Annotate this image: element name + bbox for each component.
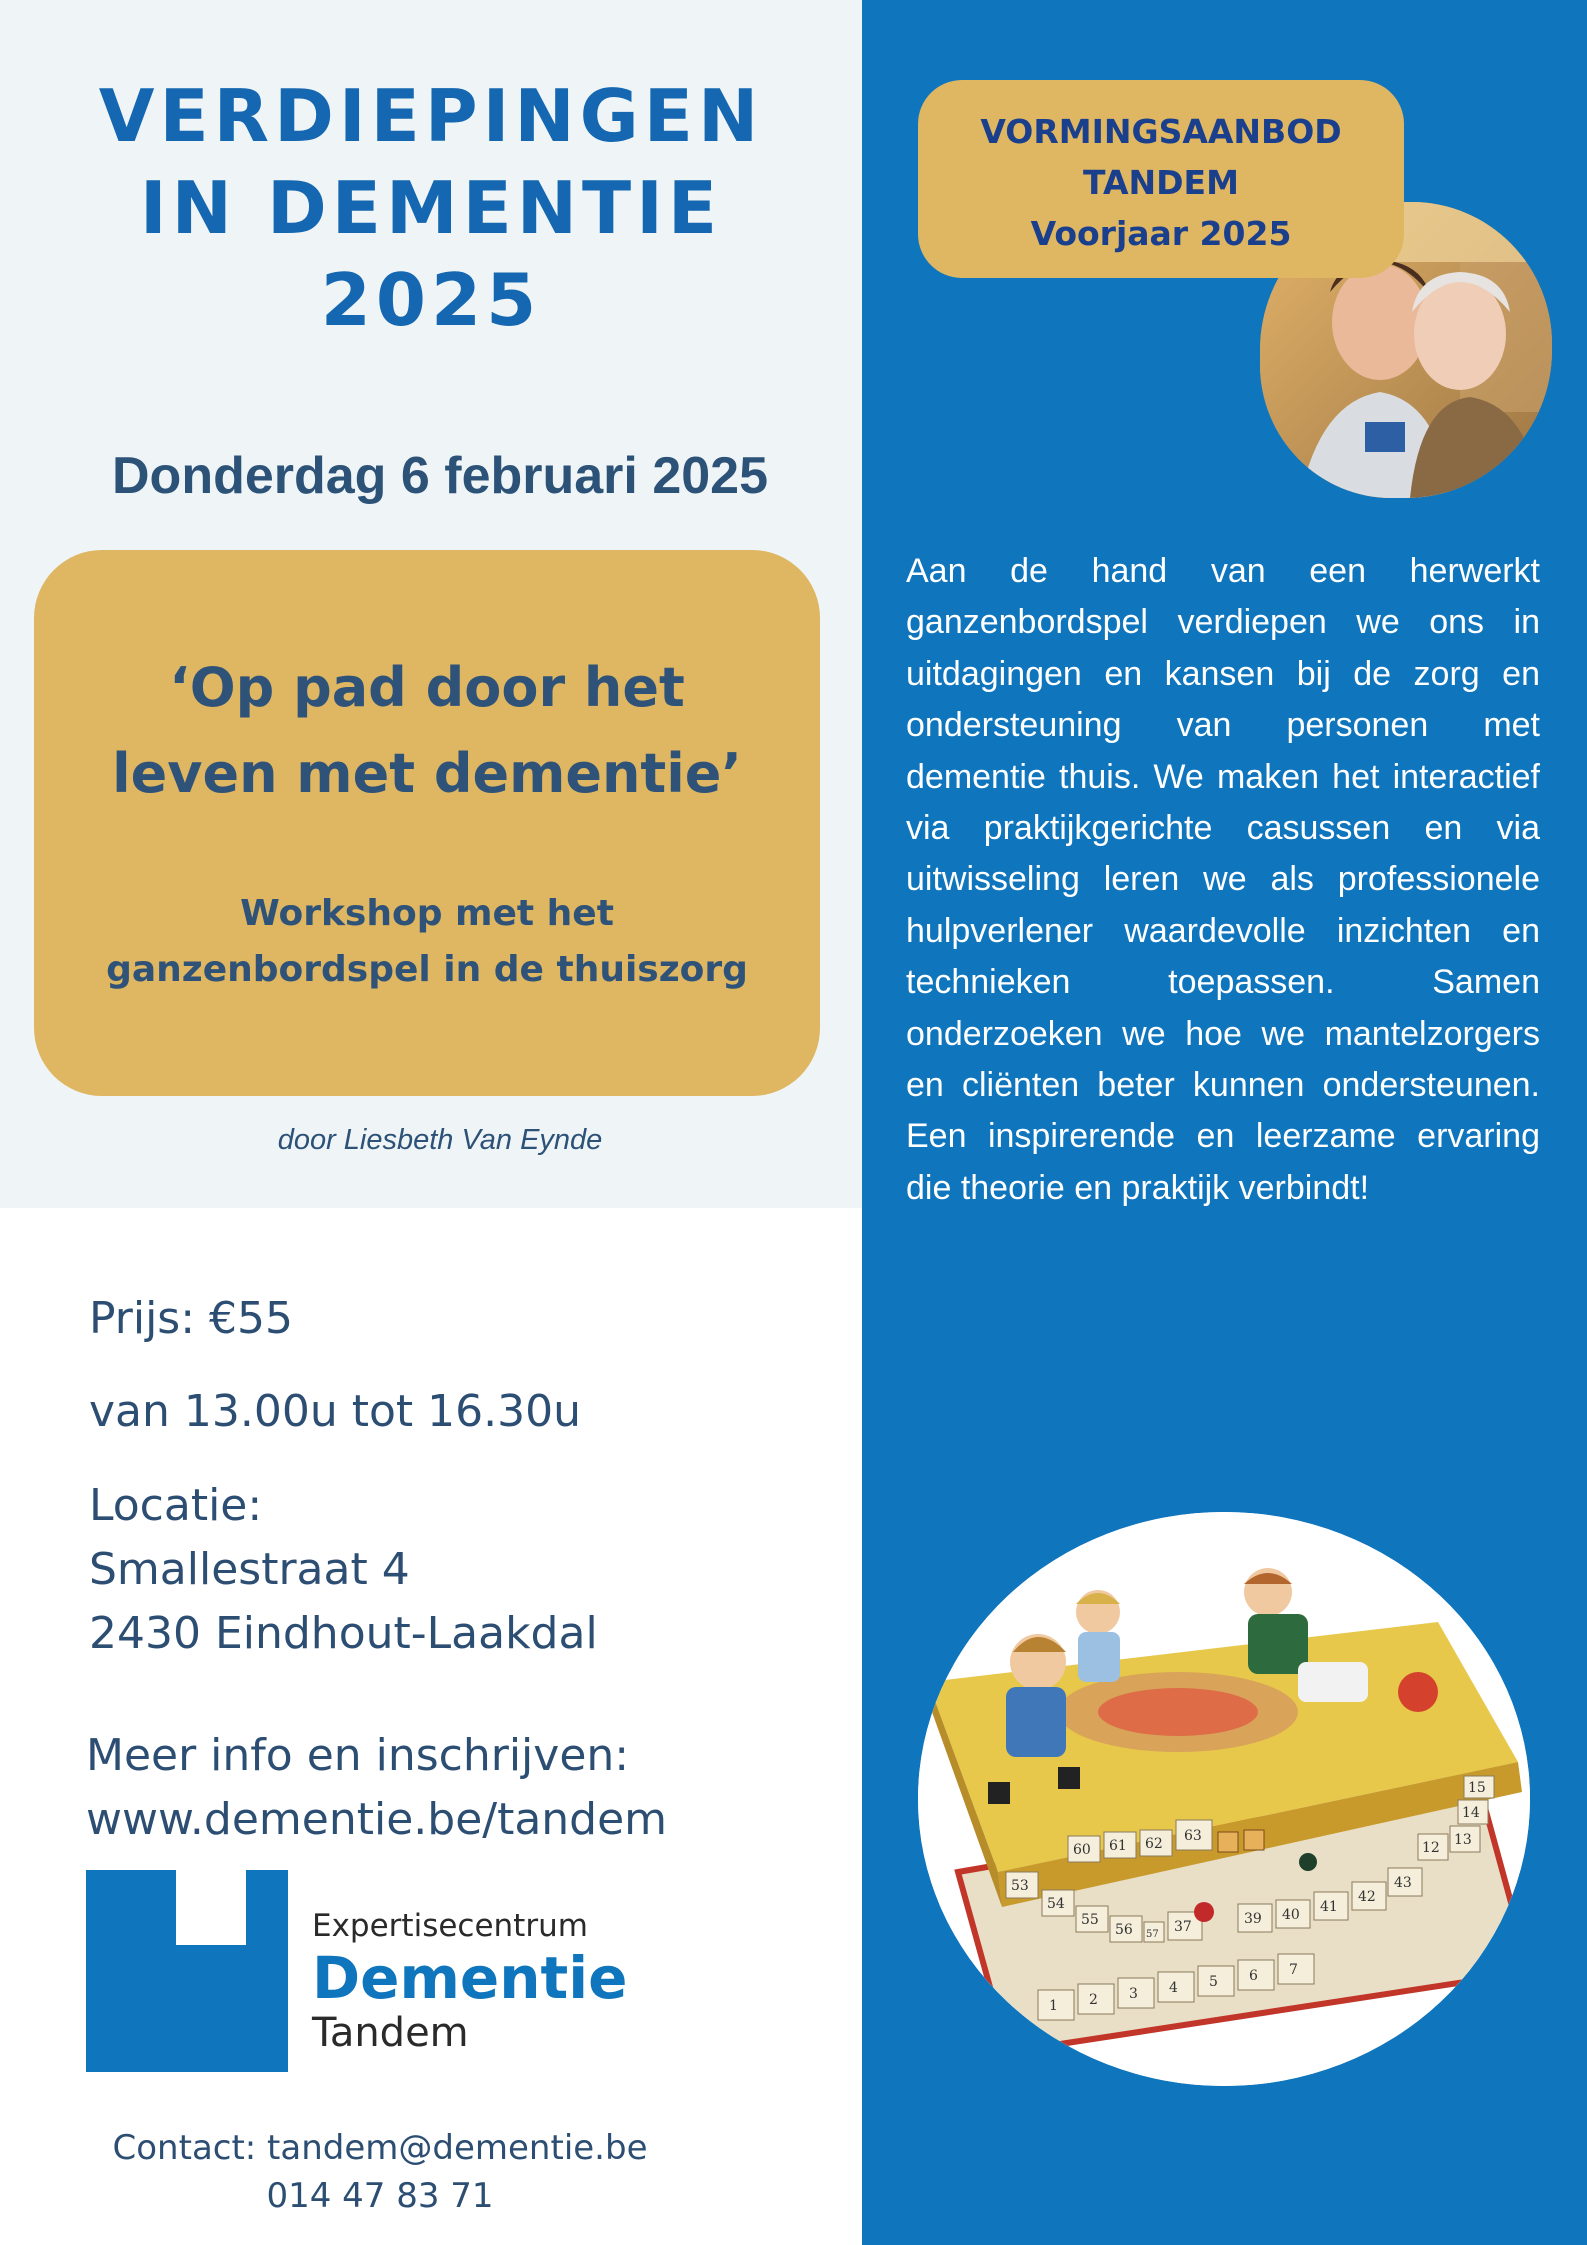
author-credit: door Liesbeth Van Eynde [277, 1124, 603, 1156]
badge-text [918, 106, 1404, 259]
board-number: 62 [1145, 1836, 1163, 1852]
logo-mark-icon [86, 1870, 288, 2072]
workshop-title-line-1: ‘Op pad door het [169, 656, 685, 719]
board-number: 2 [1089, 1992, 1098, 2008]
board-number: 54 [1047, 1896, 1065, 1912]
address-street: Smallestraat 4 [89, 1544, 410, 1595]
info-label: Meer info en inschrijven: [86, 1730, 630, 1781]
location-label: Locatie: [89, 1480, 263, 1531]
contact-email[interactable]: Contact: tandem@dementie.be [112, 2128, 648, 2168]
logo-line-dementie: Dementie [312, 1944, 628, 2012]
board-number: 41 [1320, 1899, 1338, 1915]
board-number: 63 [1184, 1828, 1202, 1844]
ganzenbord-photo [918, 1512, 1530, 2086]
board-number: 12 [1422, 1840, 1440, 1856]
logo-line-tandem: Tandem [312, 2010, 469, 2056]
page-title [0, 70, 862, 346]
event-date: Donderdag 6 februari 2025 [112, 447, 768, 505]
logo-line-expertisecentrum: Expertisecentrum [312, 1908, 588, 1944]
board-number: 60 [1073, 1842, 1091, 1858]
board-number: 3 [1129, 1986, 1138, 2002]
board-number: 56 [1115, 1922, 1133, 1938]
price: Prijs: €55 [89, 1293, 294, 1344]
board-number: 37 [1174, 1919, 1192, 1935]
workshop-subtitle-line-1: Workshop met het [240, 893, 614, 934]
workshop-title-line-2: leven met dementie’ [112, 742, 742, 805]
badge-line-2: TANDEM [1083, 163, 1239, 202]
board-number: 1 [1049, 1998, 1058, 2014]
title-line-3: 2025 [320, 258, 542, 342]
badge-line-1: VORMINGSAANBOD [980, 112, 1342, 151]
course-badge [918, 80, 1404, 278]
board-number: 57 [1146, 1929, 1159, 1940]
board-number: 42 [1358, 1889, 1376, 1905]
title-line-2: IN DEMENTIE [139, 166, 723, 250]
board-number: 40 [1282, 1907, 1300, 1923]
board-number: 55 [1081, 1912, 1099, 1928]
title-line-1: VERDIEPINGEN [98, 74, 764, 158]
description-text: Aan de hand van een herwerkt ganzenbordspel verdiepen we ons in uitdagingen en kansen bij de zorg en ondersteuning van personen met dementie thuis. We maken het interactief via praktijkgerichte casussen en via uitwisseling leren we als professionele hulpverlener waardevolle inzichten en technieken toepassen. Samen onderzoeken we hoe we mantelzorgers en cliënten beter kunnen ondersteunen. Een inspirerende en leerzame ervaring die theorie en praktijk verbindt! [906, 552, 1540, 1207]
contact-phone: 014 47 83 71 [266, 2176, 494, 2216]
board-number: 15 [1468, 1780, 1486, 1796]
info-block [86, 1724, 667, 1852]
board-number: 39 [1244, 1911, 1262, 1927]
workshop-card [34, 550, 820, 1096]
contact-block [0, 2124, 760, 2220]
board-number: 7 [1289, 1962, 1298, 1978]
address-city: 2430 Eindhout-Laakdal [89, 1608, 598, 1659]
workshop-title [34, 645, 820, 817]
board-number: 53 [1011, 1878, 1029, 1894]
logo-text [312, 1904, 628, 2058]
board-number: 43 [1394, 1875, 1412, 1891]
workshop-subtitle [34, 886, 820, 998]
board-number: 14 [1462, 1805, 1480, 1821]
board-number: 13 [1454, 1832, 1472, 1848]
time: van 13.00u tot 16.30u [89, 1386, 581, 1437]
board-number: 61 [1109, 1838, 1127, 1854]
board-number: 5 [1209, 1974, 1218, 1990]
location-block [89, 1474, 598, 1666]
board-number: 4 [1169, 1980, 1178, 1996]
website-link[interactable]: www.dementie.be/tandem [86, 1794, 668, 1845]
workshop-subtitle-line-2: ganzenbordspel in de thuiszorg [106, 949, 748, 990]
badge-line-3: Voorjaar 2025 [1030, 214, 1292, 253]
board-number: 6 [1249, 1968, 1258, 1984]
